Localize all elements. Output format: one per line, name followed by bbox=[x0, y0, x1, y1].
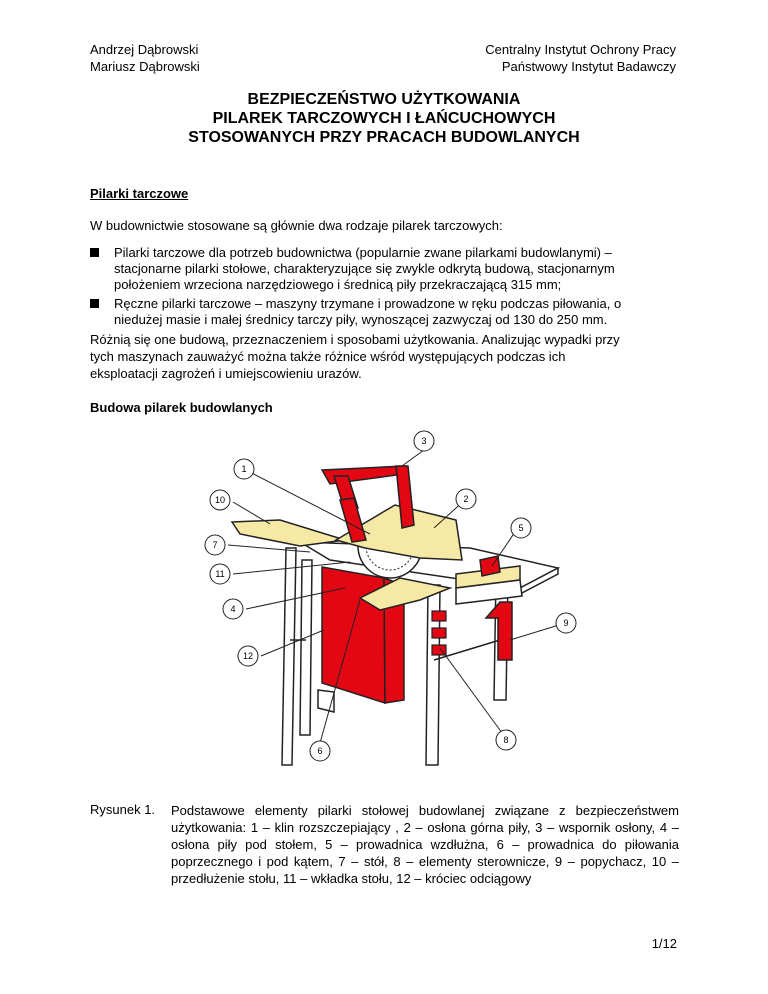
section-heading-pilarki: Pilarki tarczowe bbox=[90, 186, 189, 201]
title-line-2: PILAREK TARCZOWYCH I ŁAŃCUCHOWYCH bbox=[212, 110, 556, 127]
bullet-1-line-3: położeniem wrzeciona narzędziowego i średnicą piły przekraczającą 315 mm; bbox=[114, 277, 562, 292]
paragraph-line-3: eksploatacji zagrożeń i umiejscowieniu urazów. bbox=[90, 366, 362, 381]
callout-label-8: 8 bbox=[503, 735, 509, 745]
intro-text: W budownictwie stosowane są głównie dwa rodzaje pilarek tarczowych: bbox=[90, 218, 503, 233]
author-2: Mariusz Dąbrowski bbox=[90, 59, 200, 74]
callout-label-6: 6 bbox=[317, 746, 323, 756]
bullet-2-line-1: Ręczne pilarki tarczowe – maszyny trzymane i prowadzone w ręku podczas piłowania, o bbox=[114, 296, 622, 311]
institute bbox=[485, 41, 676, 75]
title-line-3: STOSOWANYCH PRZY PRACACH BUDOWLANYCH bbox=[188, 129, 580, 146]
author-1: Andrzej Dąbrowski bbox=[90, 42, 199, 57]
title-line-1: BEZPIECZEŃSTWO UŻYTKOWANIA bbox=[247, 91, 521, 108]
figure-caption-text: Podstawowe elementy pilarki stołowej budowlanej związane z bezpieczeństwem użytkowania: 1 – klin rozszczepiający , 2 – osłona górna piły, 3 – wspornik osłony, 4 – osłona piły pod stołem, 5 – prowadnica wzdłużna, 6 – prowadnica do piłowania poprzecznego i pod kątem, 7 – stół, 8 – elementy sterownicze, 9 – popychacz, 10 – przedłużenie stołu, 11 – wkładka stołu, 12 – króciec odciągowy bbox=[171, 803, 679, 886]
bullet-item-1 bbox=[90, 245, 690, 293]
callout-label-5: 5 bbox=[518, 523, 524, 533]
bullet-item-2 bbox=[90, 296, 690, 328]
figure-caption-label: Rysunek 1. bbox=[90, 802, 156, 817]
page-number: 1/12 bbox=[651, 936, 677, 951]
callout-label-12: 12 bbox=[242, 651, 254, 661]
callout-label-11: 11 bbox=[215, 569, 225, 579]
institute-name: Centralny Instytut Ochrony Pracy bbox=[485, 42, 676, 57]
bullet-square-icon bbox=[90, 299, 99, 308]
analysis-paragraph bbox=[90, 331, 680, 382]
callout-label-3: 3 bbox=[421, 436, 427, 446]
paragraph-line-2: tych maszynach zauważyć można także różnice wśród występujących podczas ich bbox=[90, 349, 566, 364]
callout-label-9: 9 bbox=[563, 618, 569, 628]
bullet-2-line-2: niedużej masie i małej średnicy tarczy piły, wynoszącej zazwyczaj od 130 do 250 mm. bbox=[114, 312, 608, 327]
table-extension bbox=[232, 520, 345, 546]
callout-label-7: 7 bbox=[212, 540, 218, 550]
callout-label-4: 4 bbox=[230, 604, 236, 614]
callout-label-2: 2 bbox=[463, 494, 469, 504]
push-stick bbox=[486, 602, 512, 660]
section-heading-budowa: Budowa pilarek budowlanych bbox=[90, 400, 273, 415]
callout-label-1: 1 bbox=[241, 464, 247, 474]
callout-label-10: 10 bbox=[214, 495, 226, 505]
bullet-1-line-2: stacjonarne pilarki stołowe, charakteryzujące się zwykle odkrytą budową, stacjonarnym bbox=[114, 261, 615, 276]
control-elements bbox=[432, 611, 446, 655]
bullet-square-icon bbox=[90, 248, 99, 257]
table-saw-diagram bbox=[200, 430, 590, 790]
authors bbox=[90, 41, 200, 75]
bullet-1-line-1: Pilarki tarczowe dla potrzeb budownictwa (popularnie zwane pilarkami budowlanymi) – bbox=[114, 245, 612, 260]
document-title bbox=[0, 90, 768, 147]
paragraph-line-1: Różnią się one budową, przeznaczeniem i sposobami użytkowania. Analizując wypadki przy bbox=[90, 332, 620, 347]
institute-subtitle: Państwowy Instytut Badawczy bbox=[501, 59, 676, 74]
